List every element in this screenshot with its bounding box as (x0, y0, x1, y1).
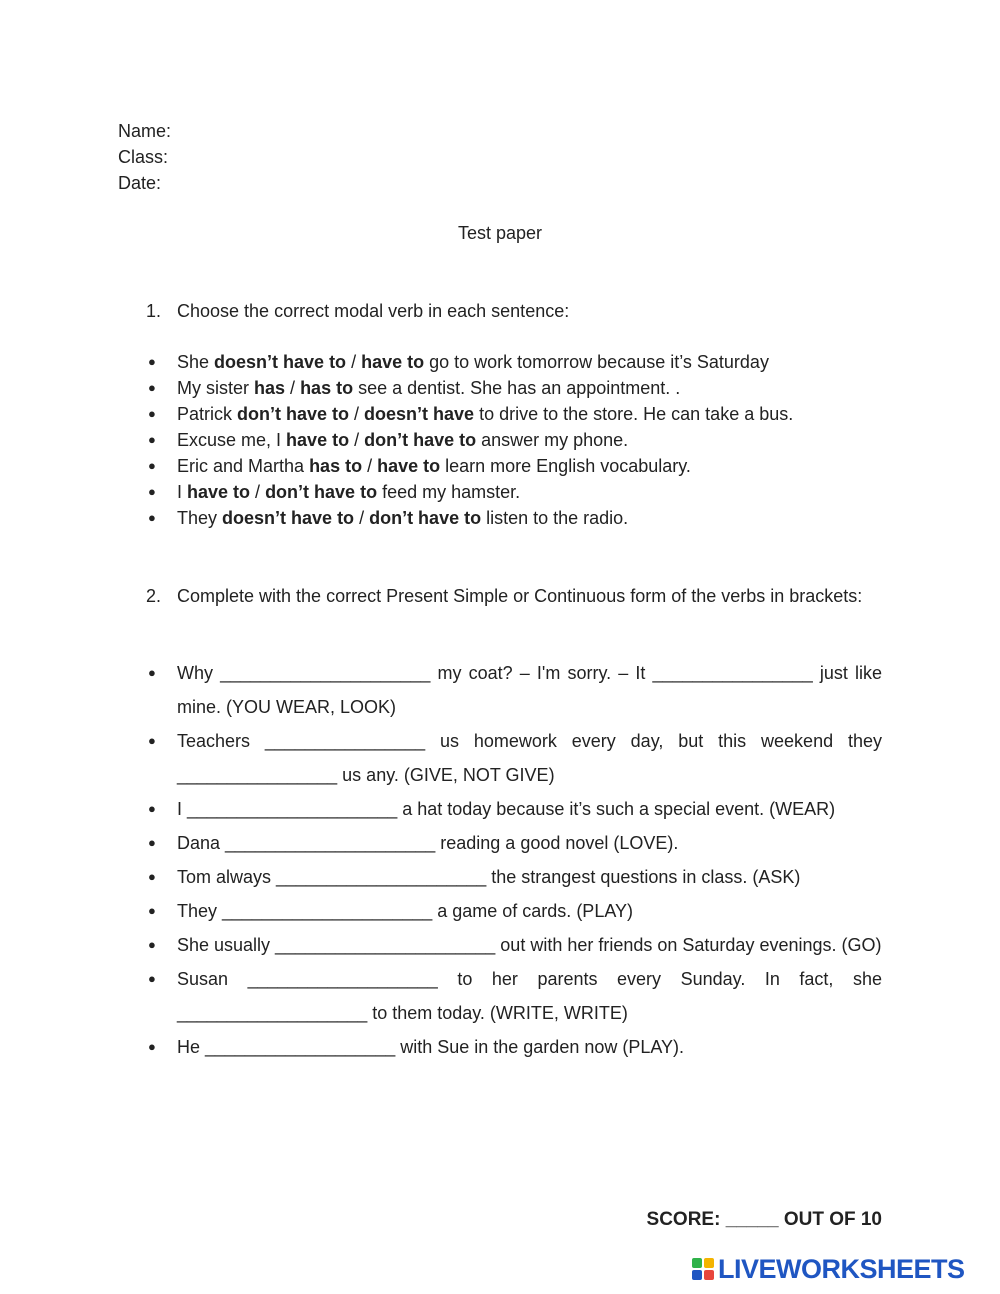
list-item: ● She doesn’t have to / have to go to work tomorrow because it’s Saturday (146, 349, 882, 375)
page-title: Test paper (457, 223, 543, 243)
logo-square-yellow (704, 1258, 714, 1268)
bullet-icon: ● (148, 1039, 156, 1054)
option-a[interactable]: don’t have to (237, 404, 350, 424)
list-item: ● Patrick don’t have to / doesn’t have to drive to the store. He can take a bus. (146, 401, 882, 427)
logo-square-blue (692, 1270, 702, 1280)
option-a[interactable]: has (254, 378, 286, 398)
list-item: ● My sister has / has to see a dentist. She has an appointment. . (146, 375, 882, 401)
list-item: ● Excuse me, I have to / don’t have to answer my phone. (146, 427, 882, 453)
option-a[interactable]: has to (309, 456, 363, 476)
modal-verb-list (146, 349, 882, 531)
sentence-text: Susan ___________________ to her parents every Sunday. In fact, she ___________________ to them today. (WRITE, WRITE) (177, 969, 882, 1023)
option-b[interactable]: don’t have to (265, 482, 378, 502)
bullet-icon: ● (148, 937, 156, 952)
question-2-instruction: Complete with the correct Present Simple or Continuous form of the verbs in brackets: (177, 586, 863, 606)
bullet-icon: ● (148, 406, 156, 421)
bullet-icon: ● (148, 835, 156, 850)
sentence-text: Tom always _____________________ the strangest questions in class. (ASK) (177, 867, 801, 887)
bullet-icon: ● (148, 458, 156, 473)
option-b[interactable]: have to (377, 456, 441, 476)
bullet-icon: ● (148, 971, 156, 986)
option-b[interactable]: don’t have to (369, 508, 482, 528)
bullet-icon: ● (148, 510, 156, 525)
list-item[interactable] (146, 962, 882, 1030)
option-b[interactable]: doesn’t have (364, 404, 475, 424)
option-b[interactable]: don’t have to (364, 430, 477, 450)
question-1-instruction: Choose the correct modal verb in each sentence: (177, 301, 570, 321)
question-2-number: 2. (146, 586, 162, 606)
logo-mark-icon (692, 1258, 714, 1280)
bullet-icon: ● (148, 484, 156, 499)
list-item: ● Eric and Martha has to / have to learn more English vocabulary. (146, 453, 882, 479)
liveworksheets-logo (692, 1252, 965, 1286)
sentence-text: I _____________________ a hat today because it’s such a special event. (WEAR) (177, 799, 836, 819)
class-label: Class: (118, 147, 169, 167)
bullet-icon: ● (148, 380, 156, 395)
list-item: ● They doesn’t have to / don’t have to listen to the radio. (146, 505, 882, 531)
bullet-icon: ● (148, 432, 156, 447)
list-item[interactable] (146, 826, 882, 860)
verb-form-list (146, 656, 882, 1064)
option-a[interactable]: doesn’t have to (222, 508, 355, 528)
option-a[interactable]: have to (286, 430, 350, 450)
list-item[interactable] (146, 1030, 882, 1064)
list-item[interactable] (146, 928, 882, 962)
logo-square-red (704, 1270, 714, 1280)
student-info (118, 118, 171, 196)
sentence-text: She usually ______________________ out with her friends on Saturday evenings. (GO) (177, 935, 882, 955)
list-item[interactable] (146, 860, 882, 894)
option-a[interactable]: have to (187, 482, 251, 502)
list-item[interactable] (146, 656, 882, 724)
question-1-number: 1. (146, 301, 162, 321)
date-label: Date: (118, 173, 162, 193)
sentence-text: He ___________________ with Sue in the garden now (PLAY). (177, 1037, 685, 1057)
sentence-text: They _____________________ a game of cards. (PLAY) (177, 901, 633, 921)
option-b[interactable]: has to (300, 378, 354, 398)
bullet-icon: ● (148, 869, 156, 884)
list-item: ● I have to / don’t have to feed my hamster. (146, 479, 882, 505)
sentence-text: Why _____________________ my coat? – I'm sorry. – It ________________ just like mine. (YOU WEAR, LOOK) (177, 663, 882, 717)
bullet-icon: ● (148, 665, 156, 680)
sentence-text: Teachers ________________ us homework every day, but this weekend they ________________ us any. (GIVE, NOT GIVE) (177, 731, 882, 785)
score-line: SCORE: _____ OUT OF 10 (646, 1209, 882, 1230)
question-2 (146, 583, 886, 609)
bullet-icon: ● (148, 354, 156, 369)
list-item[interactable] (146, 792, 882, 826)
bullet-icon: ● (148, 903, 156, 918)
list-item[interactable] (146, 894, 882, 928)
logo-text: LIVEWORKSHEETS (718, 1253, 965, 1284)
name-label: Name: (118, 121, 172, 141)
sentence-text: Dana _____________________ reading a good novel (LOVE). (177, 833, 679, 853)
question-1 (146, 298, 886, 324)
option-b[interactable]: have to (361, 352, 425, 372)
bullet-icon: ● (148, 733, 156, 748)
logo-square-green (692, 1258, 702, 1268)
option-a[interactable]: doesn’t have to (214, 352, 347, 372)
list-item[interactable] (146, 724, 882, 792)
bullet-icon: ● (148, 801, 156, 816)
